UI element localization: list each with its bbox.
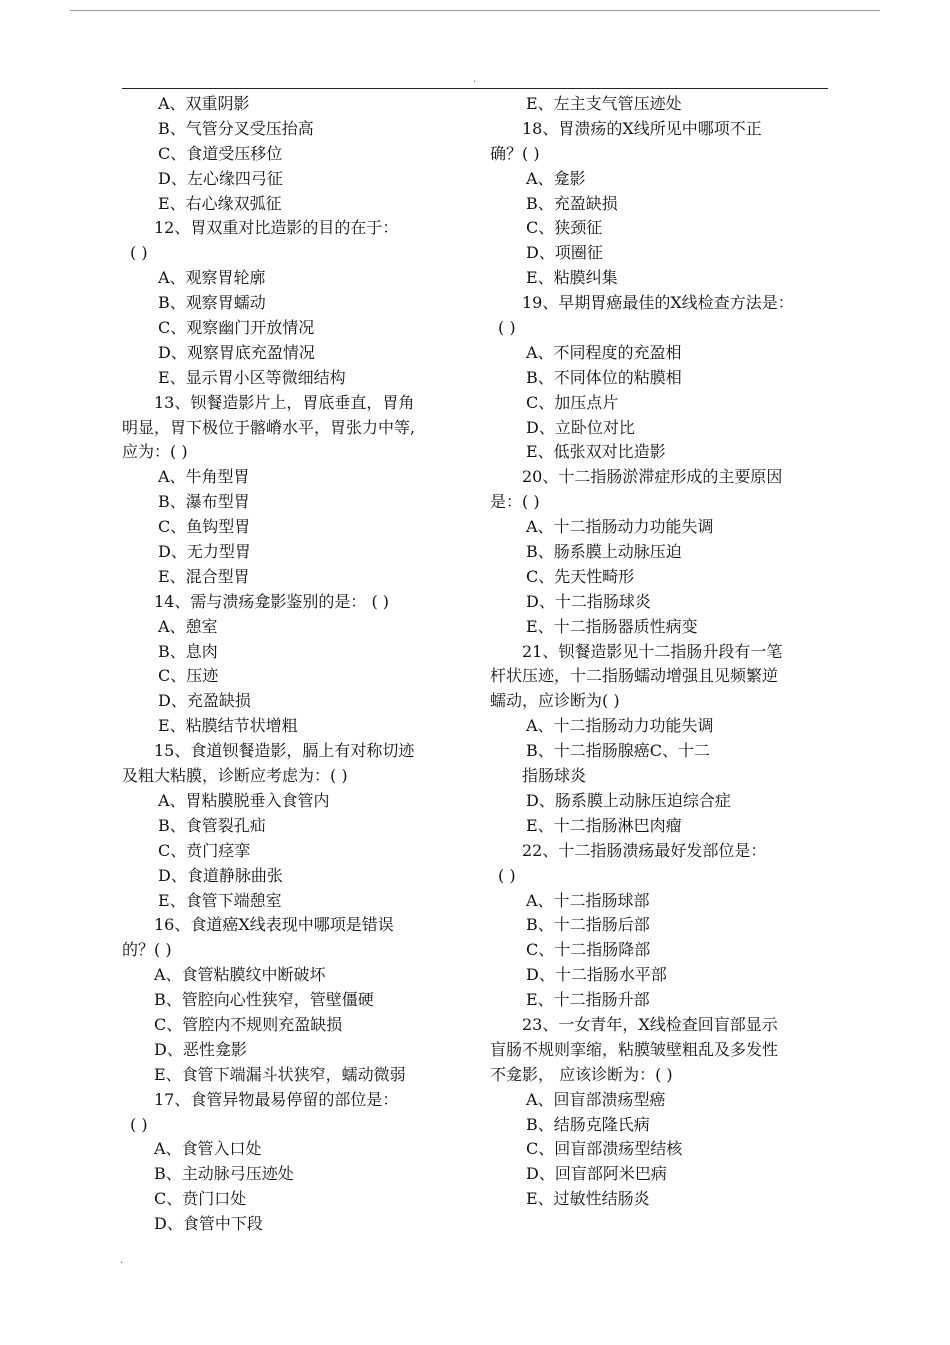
text-line: E、低张双对比造影 — [526, 442, 666, 462]
text-line: A、食管入口处 — [154, 1139, 262, 1159]
footer-mark: . — [120, 1255, 124, 1266]
text-line: 20、十二指肠淤滞症形成的主要原因 — [522, 467, 783, 487]
text-line: 15、食道钡餐造影，膈上有对称切迹 — [154, 741, 415, 761]
text-line: D、左心缘四弓征 — [158, 168, 283, 188]
text-line: A、观察胃轮廓 — [158, 268, 266, 288]
text-line: 指肠球炎 — [522, 766, 587, 786]
text-line: A、十二指肠动力功能失调 — [526, 517, 714, 537]
text-line: ( ) — [130, 1114, 148, 1134]
text-line: C、管腔内不规则充盈缺损 — [154, 1014, 343, 1034]
text-line: A、十二指肠球部 — [526, 890, 650, 910]
text-line: 明显，胃下极位于髂嵴水平，胃张力中等, — [122, 417, 416, 437]
top-border-rule — [70, 10, 880, 11]
text-line: D、立卧位对比 — [526, 417, 635, 437]
text-line: B、不同体位的粘膜相 — [526, 367, 682, 387]
text-line: C、贲门口处 — [154, 1189, 247, 1209]
text-line: A、龛影 — [526, 168, 586, 188]
text-line: E、十二指肠淋巴肉瘤 — [526, 815, 682, 835]
text-line: C、鱼钩型胃 — [158, 517, 251, 537]
text-line: D、项圈征 — [526, 243, 603, 263]
text-line: C、狭颈征 — [526, 218, 603, 238]
text-line: 13、钡餐造影片上，胃底垂直，胃角 — [154, 392, 415, 412]
text-line: 盲肠不规则挛缩，粘膜皱壁粗乱及多发性 — [490, 1039, 779, 1059]
text-line: B、息肉 — [158, 641, 218, 661]
text-line: C、加压点片 — [526, 392, 619, 412]
text-line: A、双重阴影 — [158, 94, 250, 113]
text-line: A、十二指肠动力功能失调 — [526, 716, 714, 736]
text-line: 应为：( ) — [122, 442, 188, 462]
text-line: B、管腔向心性狭窄，管壁僵硬 — [154, 990, 374, 1010]
text-line: B、十二指肠腺癌C、十二 — [526, 741, 711, 761]
text-line: C、压迹 — [158, 666, 219, 686]
text-line: 21、钡餐造影见十二指肠升段有一笔 — [522, 641, 783, 661]
text-line: E、粘膜纠集 — [526, 268, 618, 288]
text-line: A、胃粘膜脱垂入食管内 — [158, 790, 330, 810]
text-line: 蠕动，应诊断为( ) — [490, 691, 620, 711]
text-line: 是：( ) — [490, 492, 540, 512]
text-line: B、观察胃蠕动 — [158, 293, 266, 313]
text-line: A、不同程度的充盈相 — [526, 342, 682, 362]
text-line: ( ) — [498, 865, 516, 885]
text-line: 23、一女青年，X线检查回盲部显示 — [522, 1014, 778, 1034]
text-line: 16、食道癌X线表现中哪项是错误 — [154, 915, 394, 935]
text-line: B、瀑布型胃 — [158, 492, 250, 512]
text-line: E、显示胃小区等微细结构 — [158, 367, 346, 387]
text-line: 17、食管异物最易停留的部位是： — [154, 1089, 399, 1109]
text-line: 14、需与溃疡龛影鉴别的是： ( ) — [154, 591, 390, 611]
text-line: E、右心缘双弧征 — [158, 193, 282, 213]
text-line: E、左主支气管压迹处 — [526, 94, 682, 113]
text-line: D、恶性龛影 — [154, 1039, 247, 1059]
text-line: D、无力型胃 — [158, 542, 251, 562]
text-line: D、十二指肠水平部 — [526, 965, 667, 985]
text-line: A、憩室 — [158, 616, 218, 636]
header-mark: . — [473, 74, 477, 85]
text-line: D、十二指肠球炎 — [526, 591, 651, 611]
text-line: 12、胃双重对比造影的目的在于： — [154, 218, 399, 238]
text-line: C、观察幽门开放情况 — [158, 318, 315, 338]
text-line: B、气管分叉受压抬高 — [158, 118, 314, 138]
text-line: 22、十二指肠溃疡最好发部位是： — [522, 840, 767, 860]
text-line: B、主动脉弓压迹处 — [154, 1164, 294, 1184]
text-line: E、食管下端憩室 — [158, 890, 282, 910]
text-line: 19、早期胃癌最佳的X线检查方法是： — [522, 293, 794, 313]
text-line: 确？( ) — [490, 143, 540, 163]
text-line: B、十二指肠后部 — [526, 915, 650, 935]
text-line: B、充盈缺损 — [526, 193, 618, 213]
text-line: D、食道静脉曲张 — [158, 865, 283, 885]
text-line: 杆状压迹，十二指肠蠕动增强且见频繁逆 — [490, 666, 779, 686]
text-line: E、食管下端漏斗状狭窄，蠕动微弱 — [154, 1064, 406, 1084]
left-column — [122, 92, 460, 1237]
text-line: ( ) — [498, 318, 516, 338]
text-line: 不龛影， 应该诊断为：( ) — [490, 1064, 673, 1084]
text-line: D、回盲部阿米巴病 — [526, 1164, 667, 1184]
text-line: E、十二指肠器质性病变 — [526, 616, 698, 636]
text-line: B、食管裂孔疝 — [158, 815, 266, 835]
text-line: B、肠系膜上动脉压迫 — [526, 542, 682, 562]
text-line: E、十二指肠升部 — [526, 990, 650, 1010]
text-line: C、贲门痉挛 — [158, 840, 251, 860]
text-line: ( ) — [130, 243, 148, 263]
text-line: E、过敏性结肠炎 — [526, 1189, 650, 1209]
text-line: 的？( ) — [122, 940, 172, 960]
header-rule — [122, 88, 828, 89]
text-line: D、观察胃底充盈情况 — [158, 342, 315, 362]
text-line: E、混合型胃 — [158, 566, 250, 586]
text-line: A、食管粘膜纹中断破坏 — [154, 965, 326, 985]
text-line: E、粘膜结节状增粗 — [158, 716, 298, 736]
text-line: C、十二指肠降部 — [526, 940, 651, 960]
text-line: C、食道受压移位 — [158, 143, 283, 163]
text-line: 及粗大粘膜，诊断应考虑为：( ) — [122, 766, 348, 786]
text-line: B、结肠克隆氏病 — [526, 1114, 650, 1134]
text-line: D、食管中下段 — [154, 1214, 263, 1234]
text-line: D、充盈缺损 — [158, 691, 251, 711]
text-line: A、牛角型胃 — [158, 467, 250, 487]
right-column — [490, 92, 828, 1212]
text-line: C、回盲部溃疡型结核 — [526, 1139, 683, 1159]
text-line: C、先天性畸形 — [526, 566, 635, 586]
text-line: 18、胃溃疡的X线所见中哪项不正 — [522, 118, 762, 138]
text-line: A、回盲部溃疡型癌 — [526, 1089, 666, 1109]
text-line: D、肠系膜上动脉压迫综合症 — [526, 790, 731, 810]
